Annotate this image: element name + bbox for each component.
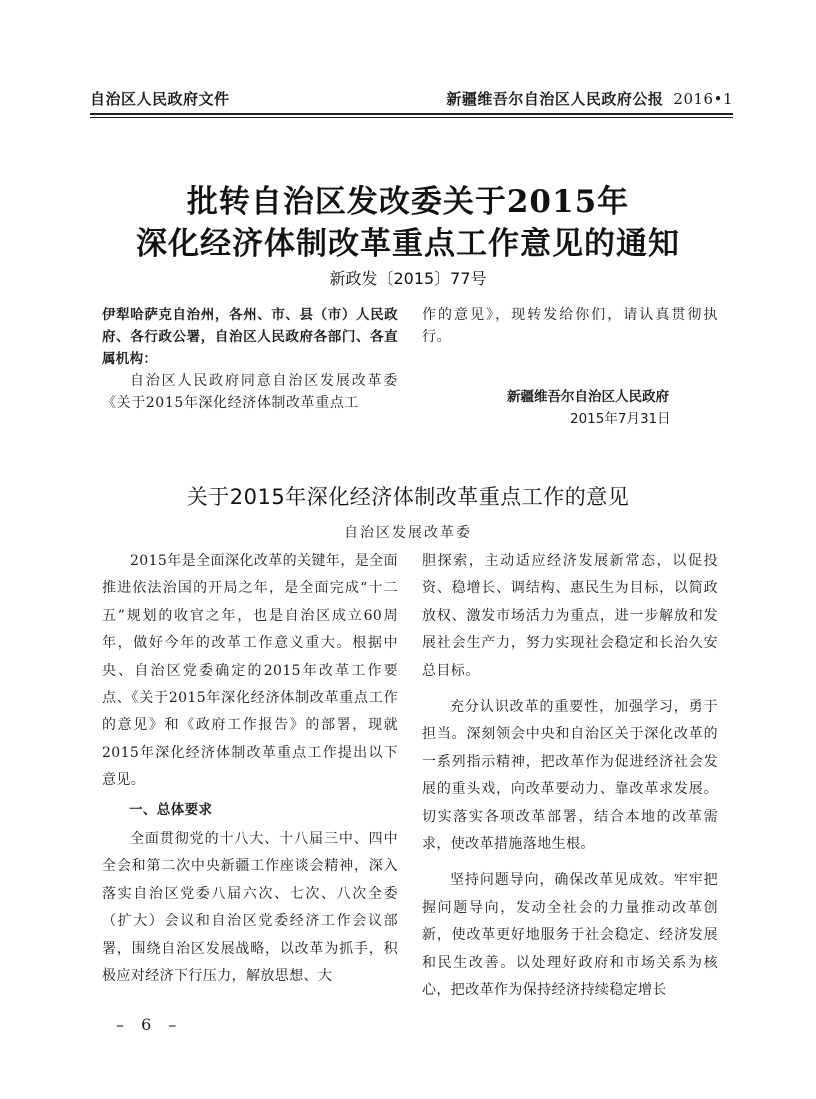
opinion-paragraph: 充分认识改革的重要性，加强学习，勇于担当。深刻领会中央和自治区关于深化改革的一系列指示精神，把改革作为促进经济社会发展的重头戏，向改革要动力、靠改革求发展。切实落实各项改革部署，结合本地的改革需求，使改革措施落地生根。: [422, 699, 718, 853]
opinion-left-column: [102, 548, 398, 991]
notice-left-column: [102, 304, 398, 414]
opinion-author: 自治区发展改革委: [344, 525, 472, 541]
notice-addressee: 伊犁哈萨克自治州，各州、市、县（市）人民政府、各行政公署，自治区人民政府各部门、各直属机构：: [102, 307, 398, 367]
opinion-right-column: [422, 548, 718, 1005]
page-number: – 6 –: [116, 1015, 183, 1034]
opinion-paragraph: 全面贯彻党的十八大、十八届三中、四中全会和第二次中央新疆工作座谈会精神，深入落实自治区党委八届六次、七次、八次全委（扩大）会议和自治区党委经济工作会议部署，围绕自治区发展战略，以改革为抓手，积极应对经济下行压力，解放思想、大: [102, 831, 398, 985]
notice-date: 2015年7月31日: [570, 411, 671, 427]
header-rule-thin: [90, 117, 733, 118]
opinion-paragraph: 2015年是全面深化改革的关键年，是全面推进依法治国的开局之年，是全面完成“十二五”规划的收官之年，也是自治区成立60周年，做好今年的改革工作意义重大。根据中央、自治区党委确定的2015年改革工作要点、《关于2015年深化经济体制改革重点工作的意见》和《政府工作报告》的部署，现就2015年深化经济体制改革重点工作提出以下意见。: [102, 553, 398, 789]
opinion-paragraph: 坚持问题导向，确保改革见成效。牢牢把握问题导向，发动全社会的力量推动改革创新，使改革更好地服务于社会稳定、经济发展和民生改善。以处理好政府和市场关系为核心，把改革作为保持经济持续稳定增长: [422, 872, 718, 999]
header-publication-name: 新疆维吾尔自治区人民政府公报: [446, 90, 664, 108]
notice-title-line-1: 批转自治区发改委关于2015年: [186, 184, 630, 220]
notice-title-line-2: 深化经济体制改革重点工作意见的通知: [136, 226, 680, 262]
header-section-label: 自治区人民政府文件: [90, 90, 230, 108]
running-header: [90, 88, 733, 112]
opinion-paragraph: 胆探索，主动适应经济发展新常态，以促投资、稳增长、调结构、惠民生为目标，以简政放权、激发市场活力为重点，进一步解放和发展社会生产力，努力实现社会稳定和长治久安总目标。: [422, 553, 718, 679]
document-number: 新政发〔2015〕77号: [329, 269, 487, 288]
notice-body-end: 作的意见》，现转发给你们，请认真贯彻执行。: [422, 307, 718, 345]
section-heading: 一、总体要求: [129, 801, 213, 818]
header-issue: 2016•1: [673, 90, 733, 108]
header-publication: [446, 88, 733, 109]
notice-right-column: [422, 304, 718, 348]
notice-body-start: 自治区人民政府同意自治区发展改革委《关于2015年深化经济体制改革重点工: [102, 373, 398, 411]
notice-signer: 新疆维吾尔自治区人民政府: [507, 389, 669, 405]
header-rule-thick: [90, 113, 733, 115]
opinion-title: 关于2015年深化经济体制改革重点工作的意见: [186, 485, 630, 509]
